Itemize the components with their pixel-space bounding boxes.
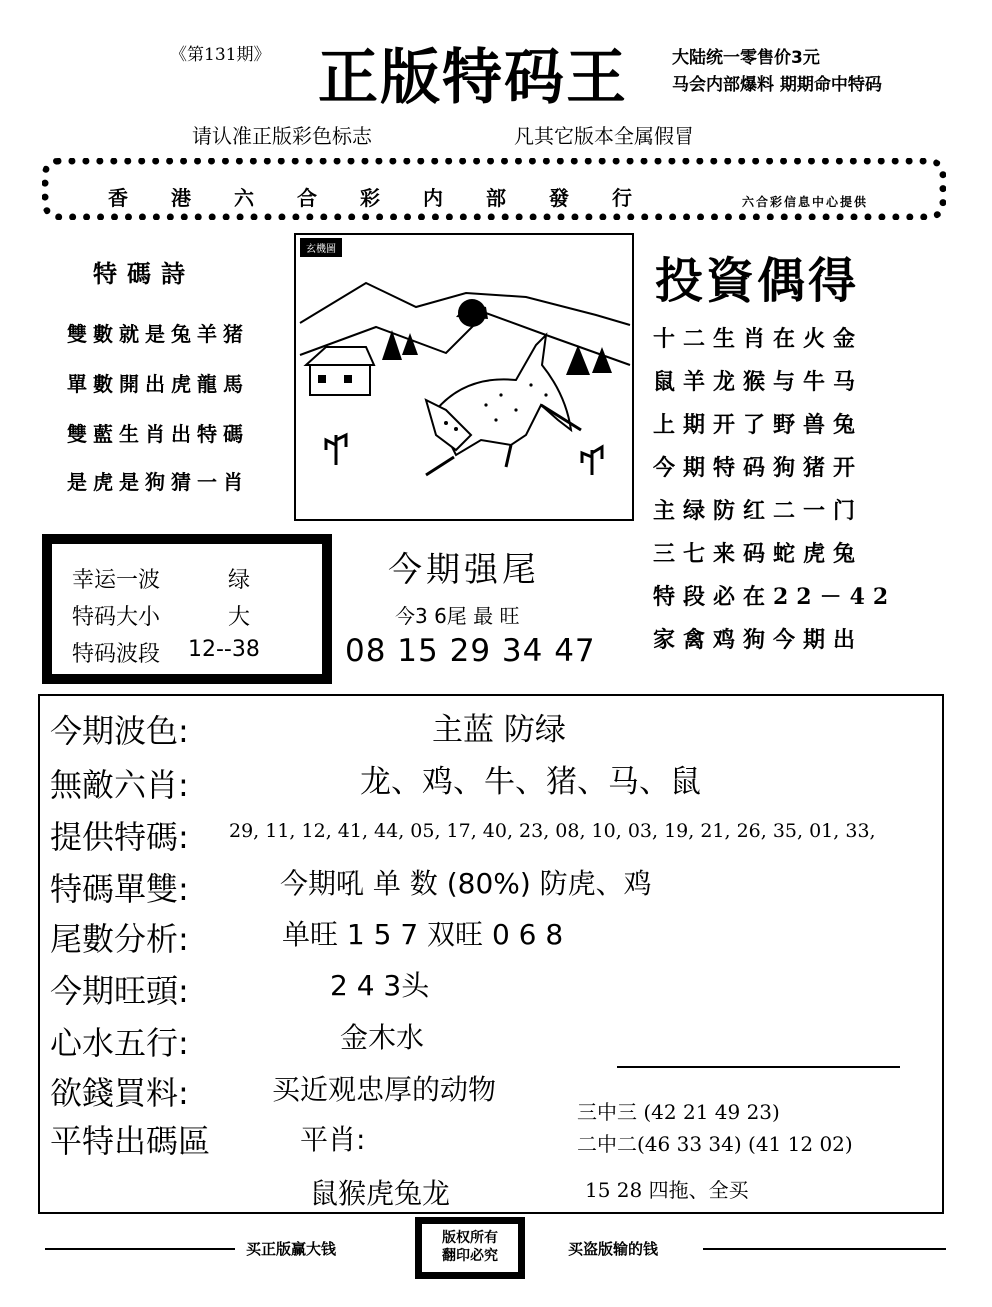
invest-line: 特段必在22－42: [653, 584, 897, 610]
strong-tail-numbers: 08 15 29 34 47: [345, 633, 596, 669]
oddeven-value: 今期吼 单 数 (80%) 防虎、鸡: [280, 867, 652, 900]
strong-tail-subtitle: 今3 6尾 最 旺: [395, 604, 520, 628]
fox-landscape-illustration: [296, 235, 632, 519]
element-label: 心水五行:: [50, 1024, 189, 1062]
invest-line: 家禽鸡狗今期出: [653, 627, 864, 653]
four-drag: 15 28 四拖、全买: [585, 1178, 749, 1202]
lucky-size-label: 特码大小: [72, 605, 161, 630]
head-label: 今期旺頭:: [50, 972, 189, 1010]
invest-line: 三七来码蛇虎兔: [653, 541, 864, 567]
poem-line: 雙數就是兔羊猪: [67, 322, 249, 346]
invest-line: 十二生肖在火金: [653, 326, 864, 352]
footer-line-right: [703, 1248, 946, 1250]
head-value: 2 4 3头: [330, 969, 430, 1002]
inside-note: 马会内部爆料 期期命中特码: [672, 75, 882, 95]
three-hit-three: 三中三 (42 21 49 23): [577, 1100, 780, 1124]
poem-line: 單數開出虎龍馬: [67, 372, 249, 396]
copyright-box: [415, 1217, 525, 1279]
numbers-label: 提供特碼:: [50, 818, 189, 856]
invest-line: 上期开了野兽兔: [653, 412, 864, 438]
two-hit-two: 二中二(46 33 34) (41 12 02): [577, 1132, 853, 1156]
buy-label: 欲錢買料:: [50, 1074, 189, 1112]
tail-analysis-value: 单旺 1 5 7 双旺 0 6 8: [282, 918, 564, 951]
banner-subtext: 六合彩信息中心提供: [742, 195, 869, 209]
issue-number: 《第131期》: [170, 45, 271, 65]
strong-tail-title: 今期强尾: [388, 550, 540, 590]
riddle-picture: [294, 233, 634, 521]
color-label: 今期波色:: [50, 712, 189, 750]
divider-line: [617, 1066, 900, 1068]
flat-value: 鼠猴虎兔龙: [310, 1177, 451, 1210]
element-value: 金木水: [340, 1021, 425, 1054]
copyright-line2: 翻印必究: [442, 1248, 498, 1264]
lucky-wave-value: 绿: [228, 568, 251, 593]
zodiac-label: 無敵六肖:: [50, 766, 189, 804]
color-value: 主蓝 防绿: [432, 712, 566, 748]
oddeven-label: 特碼單雙:: [50, 870, 189, 908]
footer-line-left: [45, 1248, 235, 1250]
fake-warning: 凡其它版本全属假冒: [514, 124, 694, 148]
lucky-size-value: 大: [228, 605, 251, 630]
invest-line: 鼠羊龙猴与牛马: [653, 369, 864, 395]
lucky-range-value: 12--38: [188, 637, 260, 662]
invest-line: 今期特码狗猪开: [653, 455, 864, 481]
flat-sub-label: 平肖:: [300, 1123, 366, 1156]
lucky-range-label: 特码波段: [72, 642, 161, 667]
flat-label: 平特出碼區: [50, 1122, 211, 1160]
banner-text: 香港六合彩内部發行: [108, 186, 675, 210]
picture-label: 玄機圖: [300, 238, 342, 257]
footer-left-text: 买正版赢大钱: [246, 1240, 337, 1258]
zodiac-value: 龙、鸡、牛、猪、马、鼠: [360, 764, 701, 800]
buy-value: 买近观忠厚的动物: [272, 1073, 497, 1106]
authentic-note: 请认准正版彩色标志: [192, 124, 372, 148]
price-note: 大陆统一零售价3元: [672, 48, 820, 68]
invest-title: 投資偶得: [655, 253, 860, 309]
page-title: 正版特码王: [318, 43, 628, 113]
footer-right-text: 买盗版输的钱: [568, 1240, 659, 1258]
poem-title: 特碼詩: [93, 259, 195, 288]
invest-line: 主绿防红二一门: [653, 498, 864, 524]
copyright-line1: 版权所有: [442, 1230, 498, 1246]
poem-line: 是虎是狗猜一肖: [67, 470, 249, 494]
numbers-value: 29, 11, 12, 41, 44, 05, 17, 40, 23, 08, 10, 03, 19, 21, 26, 35, 01, 33,: [229, 820, 876, 842]
tail-analysis-label: 尾數分析:: [50, 920, 189, 958]
lucky-wave-label: 幸运一波: [72, 568, 161, 593]
poem-line: 雙藍生肖出特碼: [67, 422, 249, 446]
